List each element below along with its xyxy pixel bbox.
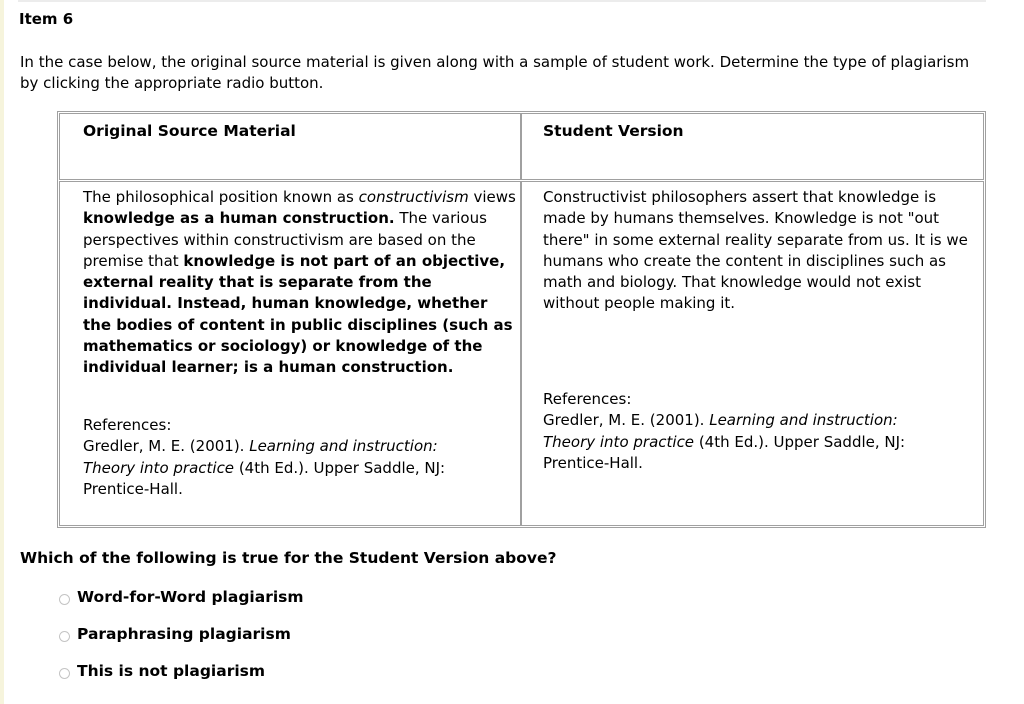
citation-part: Gredler, M. E. (2001). (83, 437, 250, 456)
references-label: References: (543, 390, 632, 408)
references-citation (543, 410, 953, 474)
student-version-text: Constructivist philosophers assert that knowledge is made by humans themselves. Knowledge is not "out there" in some external reality separate from us. It is we humans who create the content in disciplines such as math and biology. That knowledge would not exist without people making it. (543, 188, 968, 313)
option-word-for-word[interactable] (59, 588, 304, 606)
radio-button[interactable] (59, 668, 70, 679)
question-text: Which of the following is true for the Student Version above? (20, 549, 557, 567)
citation-part: (4th Ed.). Upper Saddle, NJ: Prentice-Hall. (543, 432, 906, 472)
original-source-text (83, 187, 520, 379)
radio-button[interactable] (59, 594, 70, 605)
student-version-header (521, 113, 984, 180)
option-label: Paraphrasing plagiarism (77, 625, 291, 643)
references-citation (83, 436, 493, 500)
original-source-header-label: Original Source Material (83, 122, 296, 140)
item-title: Item 6 (19, 10, 74, 28)
citation-title: Learning and instruction: Theory into practice (543, 411, 898, 451)
original-text-part: views (468, 188, 516, 206)
option-label: Word-for-Word plagiarism (77, 588, 304, 606)
original-text-part: The various perspectives within constructivism are based on the premise that (83, 209, 487, 270)
student-version-cell (521, 181, 984, 526)
radio-button[interactable] (59, 631, 70, 642)
citation-title: Learning and instruction: Theory into practice (83, 437, 438, 477)
left-margin-strip (0, 0, 4, 704)
original-text-bold: knowledge as a human construction. (83, 209, 395, 228)
original-text-part: The philosophical position known as (83, 188, 359, 206)
citation-part: (4th Ed.). Upper Saddle, NJ: Prentice-Hall. (83, 458, 446, 498)
original-references (83, 415, 493, 500)
citation-part: Gredler, M. E. (2001). (543, 411, 710, 430)
student-references (543, 389, 953, 474)
top-divider (18, 0, 986, 2)
student-version-header-label: Student Version (543, 122, 684, 140)
references-label: References: (83, 416, 172, 434)
original-source-cell (59, 181, 521, 526)
option-paraphrasing[interactable] (59, 625, 291, 643)
original-source-header (59, 113, 521, 180)
original-text-italic: constructivism (358, 188, 469, 206)
option-label: This is not plagiarism (77, 662, 266, 680)
original-text-bold: knowledge is not part of an objective, external reality that is separate from the individual. Instead, human knowledge, whether the bodies of content in public disciplines (such as mathematics or sociology) or knowledge of the individual learner; is a human construction. (83, 251, 513, 377)
instructions-text: In the case below, the original source material is given along with a sample of student work. Determine the type of plagiarism by clicking the appropriate radio button. (20, 53, 970, 92)
option-not-plagiarism[interactable] (59, 662, 265, 680)
